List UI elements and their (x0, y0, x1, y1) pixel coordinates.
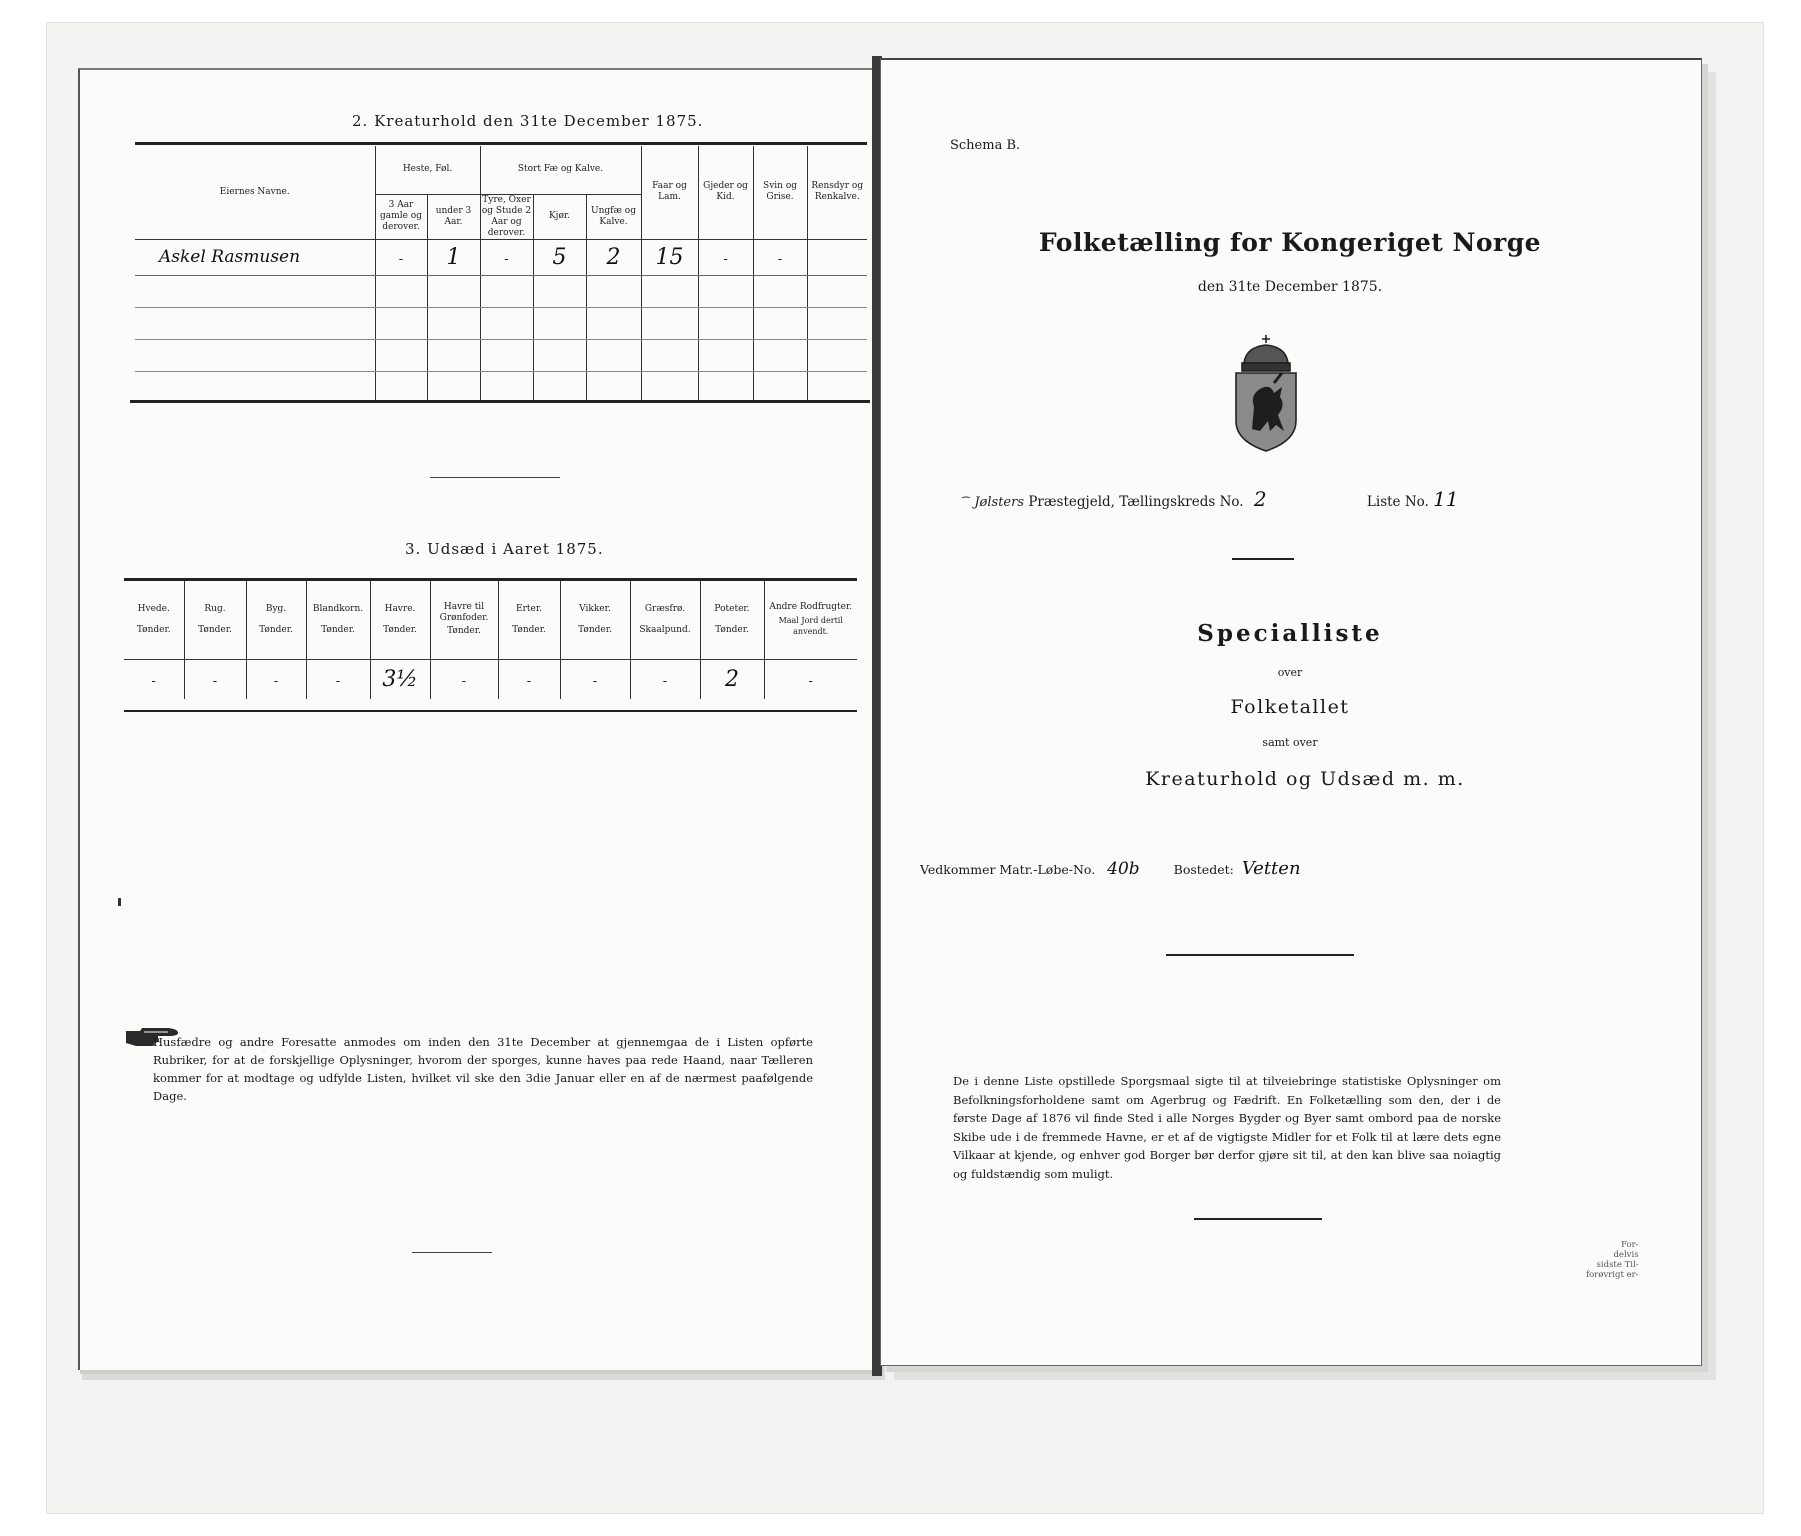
crop-unit: Tønder. (383, 624, 417, 635)
cell: - (335, 673, 341, 689)
horses-sub2: under 3 Aar. (427, 194, 480, 239)
sowing-title: 3. Udsæd i Aaret 1875. (405, 540, 604, 558)
cell: - (592, 673, 598, 689)
rule-bottom (130, 400, 870, 403)
table-row (124, 659, 857, 699)
matr-number: 40b (1107, 859, 1140, 879)
crop-name: Andre Rodfrugter. (769, 602, 853, 613)
cell: 15 (655, 244, 684, 270)
cell: - (151, 673, 156, 689)
margin-note-line: delvis (1613, 1250, 1639, 1260)
cell: - (273, 673, 279, 689)
cell: - (777, 251, 783, 267)
crop-name: Vikker. (579, 603, 611, 614)
sowing-header (184, 581, 246, 659)
folketallet-text: Folketallet (1230, 696, 1350, 718)
district-label: Tællingskreds No. (1119, 494, 1244, 510)
pigs-header: Svin og Grise. (753, 146, 807, 239)
margin-note-line: For- (1621, 1240, 1639, 1250)
cattle-header: Stort Fæ og Kalve. (480, 146, 641, 194)
district-number: 2 (1253, 487, 1267, 511)
sowing-table (124, 581, 857, 699)
kreaturhold-text: Kreaturhold og Udsæd m. m. (1145, 768, 1465, 790)
crop-name: Rug. (204, 603, 226, 614)
ink-mark (118, 898, 121, 906)
cell: - (212, 673, 218, 689)
livestock-table (135, 146, 867, 403)
horses-header: Heste, Føl. (375, 146, 480, 194)
sowing-header (498, 581, 560, 659)
table-row (135, 339, 867, 371)
census-date: den 31te December 1875. (1197, 279, 1383, 295)
instructions-note: Husfædre og andre Foresatte anmodes om inden den 31te December at gjennemgaa de i Listen opførte Rubriker, for at de forskjellige Oplysninger, hvorom der sporges, kunne haves paa rede Haand, naar Tælleren kommer for at modtage og udfylde Listen, hvilket vil ske den 3die Januar eller en af de nærmest paafølgende Dage. (153, 1035, 813, 1103)
sowing-header (630, 581, 700, 659)
reindeer-header: Rensdyr og Renkalve. (807, 146, 867, 239)
crop-name: Blandkorn. (312, 603, 364, 614)
crop-name: Havre. (384, 603, 416, 614)
list-label: Liste No. (1366, 494, 1429, 510)
sowing-header (764, 581, 857, 659)
cattle-sub2: Kjør. (533, 194, 586, 239)
crop-name: Hvede. (137, 603, 170, 614)
table-row (135, 307, 867, 339)
sowing-header (124, 581, 184, 659)
matr-line (920, 858, 1301, 879)
crop-unit: Maal Jord dertil anvendt. (778, 616, 843, 637)
cell: - (398, 251, 404, 267)
crop-unit: Tønder. (321, 624, 355, 635)
cell: - (662, 673, 668, 689)
cell: - (808, 673, 813, 689)
margin-note-line: forøvrigt er- (1586, 1270, 1639, 1280)
livestock-title: 2. Kreaturhold den 31te December 1875. (352, 112, 704, 130)
cell: 5 (552, 244, 567, 270)
owner-header: Eiernes Navne. (135, 146, 375, 239)
crop-unit: Skaalpund. (639, 624, 691, 635)
sowing-header (246, 581, 306, 659)
cell: 2 (606, 244, 621, 270)
samt-over-text: samt over (1262, 736, 1318, 749)
crop-unit: Tønder. (198, 624, 232, 635)
sowing-header (430, 581, 498, 659)
census-title: Folketælling for Kongeriget Norge (1038, 228, 1542, 257)
sowing-header (370, 581, 430, 659)
crop-name: Græsfrø. (644, 603, 686, 614)
horses-sub1: 3 Aar gamle og derover. (375, 194, 427, 239)
divider (1194, 1218, 1322, 1220)
goats-header: Gjeder og Kid. (698, 146, 753, 239)
cell: 3½ (382, 666, 418, 692)
crop-unit: Tønder. (447, 626, 481, 637)
crop-unit: Tønder. (715, 624, 749, 635)
table-row (135, 275, 867, 307)
crop-name: Poteter. (714, 603, 750, 614)
list-number: 11 (1433, 487, 1459, 511)
sheep-header: Faar og Lam. (641, 146, 698, 239)
sowing-header (700, 581, 764, 659)
table-row (135, 239, 867, 275)
owner-name: Askel Rasmusen (159, 247, 301, 267)
crop-unit: Tønder. (512, 624, 546, 635)
margin-note-line: sidste Til- (1596, 1260, 1639, 1270)
cell: 1 (446, 244, 461, 270)
crop-unit: Tønder. (578, 624, 612, 635)
crop-name: Erter. (516, 603, 542, 614)
crop-name: Byg. (265, 603, 287, 614)
edge-mark (1713, 4, 1797, 114)
parish-line: ⁀ Jølsters Præstegjeld, Tællingskreds No. 2 Liste No. 11 (962, 487, 1459, 511)
schema-label: Schema B. (950, 138, 1021, 153)
sowing-rule-bottom (124, 710, 857, 712)
cattle-sub3: Ungfæ og Kalve. (586, 194, 641, 239)
divider (412, 1252, 492, 1253)
specialliste-heading: Specialliste (1197, 620, 1383, 647)
parish-label: Præstegjeld, (1028, 494, 1115, 510)
crop-unit: Tønder. (136, 624, 171, 635)
table-row (135, 371, 867, 403)
divider (1166, 954, 1354, 956)
cell: - (723, 251, 728, 267)
parish-name: Jølsters (974, 495, 1025, 510)
cell: 2 (725, 666, 739, 692)
divider (1232, 558, 1294, 560)
sowing-header (560, 581, 630, 659)
coat-of-arms-icon (1230, 333, 1302, 453)
bosted-label: Bostedet: (1173, 862, 1234, 877)
crop-unit: Tønder. (259, 624, 293, 635)
cattle-sub1: Tyre, Oxer og Stude 2 Aar og derover. (481, 194, 532, 238)
cell: - (504, 251, 509, 267)
sowing-header (306, 581, 370, 659)
divider (430, 477, 560, 478)
census-note: De i denne Liste opstillede Sporgsmaal sigte til at tilveiebringe statistiske Oplysninger om Befolkningsforholdene samt om Agerbrug og Fædrift. En Folketælling som den, der i de første Dage af 1876 vil finde Sted i alle Norges Bygder og Byer samt ombord paa de norske Skibe ude i de fremmede Havne, er et af de vigtigste Midler for et Folk til at lære dets egne Vilkaar at kjende, og enhver god Borger bør derfor gjøre sit til, at den kan blive saa noiagtig og fuldstændig som muligt. (953, 1074, 1501, 1181)
cell: - (461, 673, 467, 689)
bosted-value: Vetten (1241, 858, 1301, 879)
rule-top (135, 142, 867, 145)
over-text: over (1277, 666, 1303, 679)
crop-name: Havre til Grønfoder. (439, 602, 489, 624)
cell: - (526, 673, 532, 689)
matr-label: Vedkommer Matr.-Løbe-No. (920, 862, 1096, 877)
margin-note (1586, 1240, 1639, 1280)
